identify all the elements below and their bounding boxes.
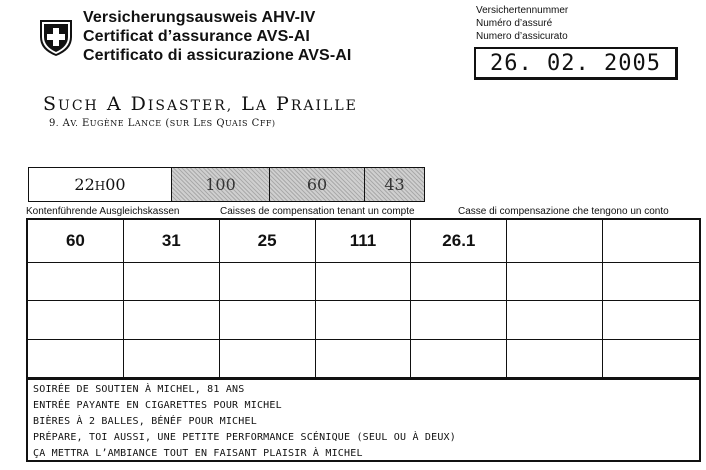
grid-cell bbox=[316, 263, 412, 301]
note-line: BIÈRES À 2 BALLES, BÉNÉF POUR MICHEL bbox=[33, 416, 257, 427]
grid-cell bbox=[220, 301, 316, 339]
grid-cell bbox=[124, 301, 220, 339]
grid-cell bbox=[220, 263, 316, 301]
compensation-fund-grid bbox=[26, 218, 701, 378]
title-german: Versicherungsausweis AHV-IV bbox=[83, 9, 316, 26]
grid-cell: 111 bbox=[316, 220, 412, 263]
swiss-shield-icon bbox=[37, 17, 75, 57]
grid-cell bbox=[316, 301, 412, 339]
grid-cell bbox=[603, 220, 699, 263]
notes-box bbox=[26, 378, 701, 462]
grid-cell bbox=[124, 340, 220, 378]
insured-number-label-de: Versichertennummer bbox=[476, 5, 569, 16]
kassen-label-it: Casse di compensazione che tengono un conto bbox=[458, 206, 669, 217]
certificate-titles bbox=[83, 8, 351, 65]
grid-cell bbox=[507, 263, 603, 301]
grid-cell bbox=[603, 301, 699, 339]
grid-cell bbox=[507, 340, 603, 378]
note-line: ÇA METTRA L’AMBIANCE TOUT EN FAISANT PLAISIR À MICHEL bbox=[33, 448, 363, 459]
grid-cell bbox=[28, 301, 124, 339]
insured-number-labels bbox=[476, 4, 568, 43]
grid-cell bbox=[220, 340, 316, 378]
codes-row bbox=[28, 167, 425, 202]
grid-cell bbox=[411, 340, 507, 378]
holder-address-text: 9. AV. EUGÈNE LANCE (SUR LES QUAIS CFF) bbox=[49, 118, 276, 129]
grid-cell bbox=[411, 301, 507, 339]
kassen-label-fr: Caisses de compensation tenant un compte bbox=[220, 206, 415, 217]
grid-cell bbox=[28, 263, 124, 301]
grid-cell: 26.1 bbox=[411, 220, 507, 263]
insured-number-value: 26. 02. 2005 bbox=[474, 47, 678, 80]
code-main-text: 22H00 bbox=[74, 175, 126, 194]
note-line: ENTRÉE PAYANTE EN CIGARETTES POUR MICHEL bbox=[33, 400, 282, 411]
grid-cell bbox=[411, 263, 507, 301]
grid-cell bbox=[507, 220, 603, 263]
note-line: SOIRÉE DE SOUTIEN À MICHEL, 81 ANS bbox=[33, 384, 245, 395]
title-french: Certificat d’assurance AVS-AI bbox=[83, 28, 310, 45]
kassen-label-de: Kontenführende Ausgleichskassen bbox=[26, 206, 180, 217]
code-shaded-3: 43 bbox=[365, 167, 425, 202]
grid-cell bbox=[507, 301, 603, 339]
holder-address bbox=[49, 118, 276, 129]
holder-name bbox=[43, 93, 358, 115]
code-shaded-2: 60 bbox=[270, 167, 365, 202]
code-main bbox=[28, 167, 172, 202]
grid-cell bbox=[603, 340, 699, 378]
note-line: PRÉPARE, TOI AUSSI, UNE PETITE PERFORMANCE SCÉNIQUE (SEUL OU À DEUX) bbox=[33, 432, 456, 443]
grid-cell bbox=[28, 340, 124, 378]
grid-cell bbox=[316, 340, 412, 378]
code-shaded-1: 100 bbox=[172, 167, 270, 202]
insured-number-label-fr: Numéro d’assuré bbox=[476, 18, 553, 29]
grid-cell: 25 bbox=[220, 220, 316, 263]
title-italian: Certificato di assicurazione AVS-AI bbox=[83, 47, 352, 64]
grid-cell: 60 bbox=[28, 220, 124, 263]
insured-number-label-it: Numero d’assicurato bbox=[476, 31, 568, 42]
grid-cell: 31 bbox=[124, 220, 220, 263]
holder-name-text: SUCH A DISASTER, LA PRAILLE bbox=[43, 93, 358, 115]
grid-cell bbox=[124, 263, 220, 301]
grid-cell bbox=[603, 263, 699, 301]
